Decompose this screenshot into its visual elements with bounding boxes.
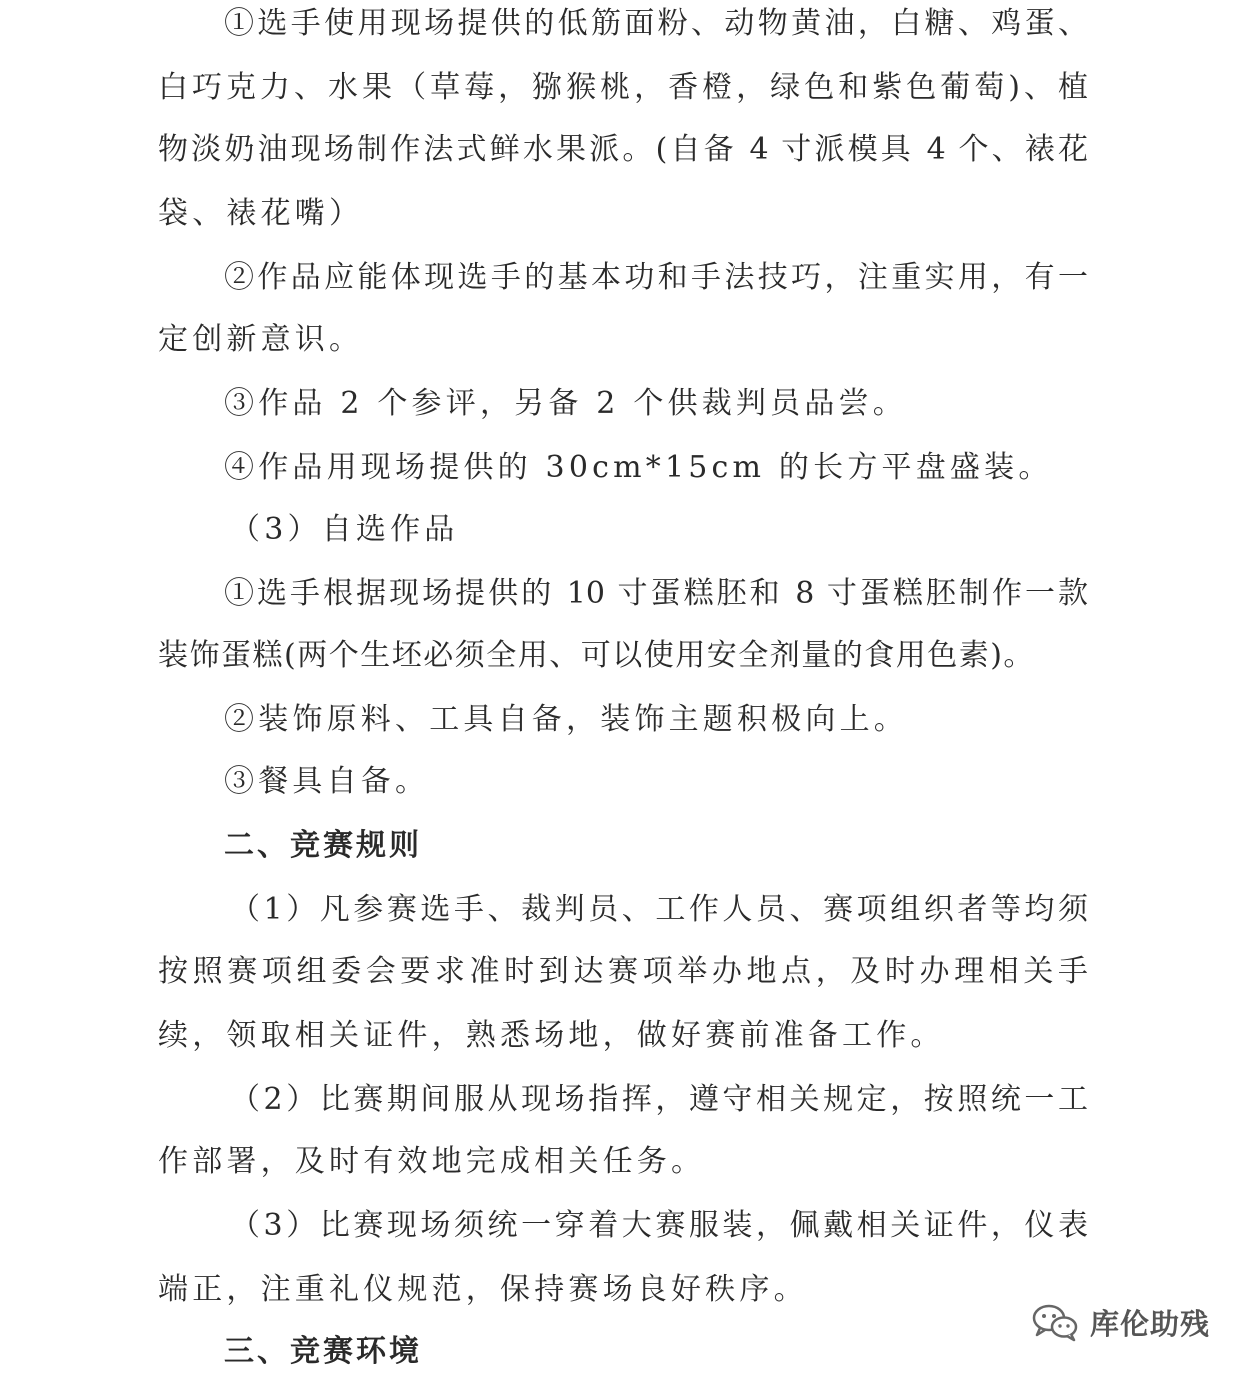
document-page bbox=[158, 0, 1088, 1374]
paragraph-line: 作部署，及时有效地完成相关任务。 bbox=[158, 1144, 706, 1179]
paragraph-line: 按照赛项组委会要求准时到达赛项举办地点，及时办理相关手 bbox=[158, 954, 1088, 989]
watermark bbox=[1030, 1300, 1210, 1344]
paragraph-line: （2）比赛期间服从现场指挥，遵守相关规定，按照统一工 bbox=[230, 1082, 1088, 1117]
paragraph-line: ②作品应能体现选手的基本功和手法技巧，注重实用，有一 bbox=[224, 260, 1088, 295]
watermark-label: 库伦助残 bbox=[1090, 1306, 1211, 1341]
paragraph-line: ③餐具自备。 bbox=[224, 764, 430, 799]
paragraph-line: 物淡奶油现场制作法式鲜水果派。(自备 4 寸派模具 4 个、裱花 bbox=[158, 132, 1088, 167]
paragraph-line: 续，领取相关证件，熟悉场地，做好赛前准备工作。 bbox=[158, 1018, 945, 1053]
paragraph-line: ①选手使用现场提供的低筋面粉、动物黄油，白糖、鸡蛋、 bbox=[224, 6, 1088, 41]
paragraph-line: ③作品 2 个参评，另备 2 个供裁判员品尝。 bbox=[224, 386, 907, 421]
section-heading: 二、竞赛规则 bbox=[224, 828, 422, 863]
paragraph-line: ④作品用现场提供的 30cm*15cm 的长方平盘盛装。 bbox=[224, 450, 1053, 485]
paragraph-line: （3）比赛现场须统一穿着大赛服装，佩戴相关证件，仪表 bbox=[230, 1208, 1088, 1243]
paragraph-line: 白巧克力、水果（草莓，猕猴桃，香橙，绿色和紫色葡萄)、植 bbox=[158, 70, 1088, 105]
paragraph-line: 装饰蛋糕(两个生坯必须全用、可以使用安全剂量的食用色素)。 bbox=[158, 638, 1035, 673]
paragraph-line: 定创新意识。 bbox=[158, 322, 364, 357]
paragraph-line: ②装饰原料、工具自备，装饰主题积极向上。 bbox=[224, 702, 908, 737]
subsection-heading: （3）自选作品 bbox=[230, 512, 459, 547]
paragraph-line: 端正，注重礼仪规范，保持赛场良好秩序。 bbox=[158, 1272, 808, 1307]
paragraph-line: （1）凡参赛选手、裁判员、工作人员、赛项组织者等均须 bbox=[230, 892, 1088, 927]
section-heading: 三、竞赛环境 bbox=[224, 1334, 422, 1369]
paragraph-line: ①选手根据现场提供的 10 寸蛋糕胚和 8 寸蛋糕胚制作一款 bbox=[224, 576, 1088, 611]
wechat-icon bbox=[1030, 1302, 1080, 1342]
paragraph-line: 袋、裱花嘴） bbox=[158, 196, 364, 231]
